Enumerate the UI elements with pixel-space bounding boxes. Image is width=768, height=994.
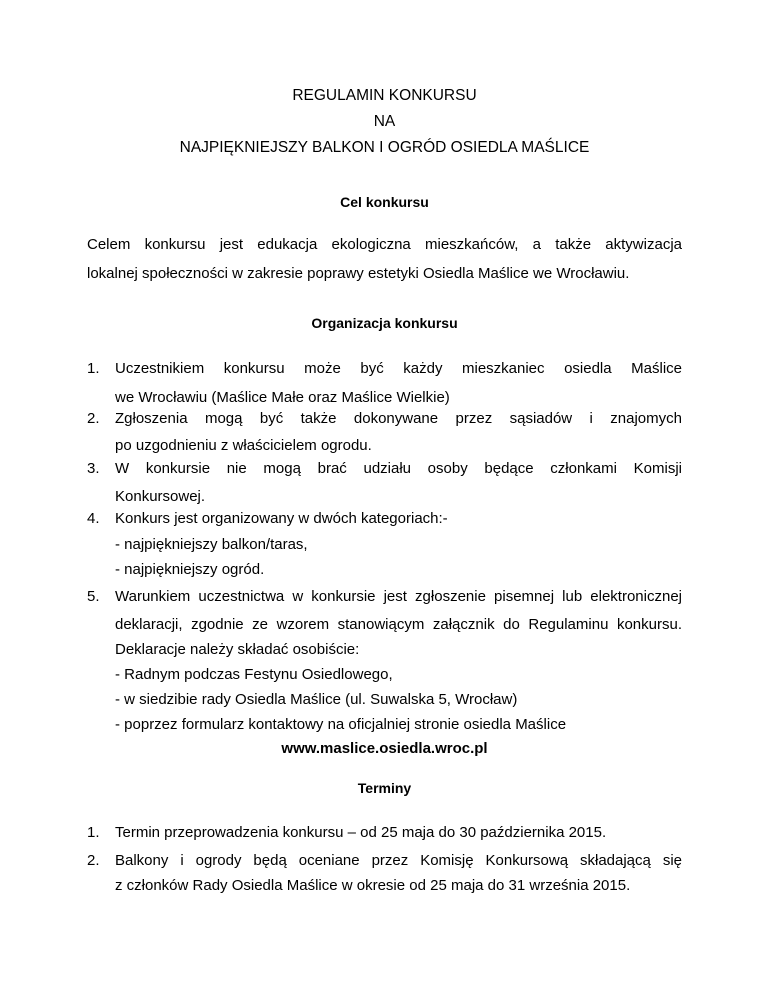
list-item-line: we Wrocławiu (Maślice Małe oraz Maślice Wielkie) [115, 389, 450, 406]
list-item-line: Balkony i ogrody będą oceniane przez Komisję Konkursową składającą się [115, 852, 682, 869]
website-link[interactable]: www.maslice.osiedla.wroc.pl [281, 740, 488, 757]
list-item-line: Konkursowej. [115, 488, 206, 505]
list-item-line: - poprzez formularz kontaktowy na oficjalniej stronie osiedla Maślice [115, 716, 567, 733]
list-number: 1. [87, 360, 100, 377]
section-heading-cel: Cel konkursu [340, 194, 429, 210]
list-item-line: Deklaracje należy składać osobiście: [115, 641, 360, 658]
list-item-line: Termin przeprowadzenia konkursu – od 25 maja do 30 października 2015. [115, 824, 607, 841]
title-line-1: REGULAMIN KONKURSU [292, 87, 477, 104]
section-heading-terminy: Terminy [357, 780, 412, 796]
list-item-line: W konkursie nie mogą brać udziału osoby będące członkami Komisji [115, 460, 682, 477]
cel-line-1: Celem konkursu jest edukacja ekologiczna mieszkańców, a także aktywizacja [87, 236, 682, 253]
list-item-line: Uczestnikiem konkursu może być każdy mieszkaniec osiedla Maślice [115, 360, 682, 377]
list-number: 5. [87, 588, 100, 605]
list-item-line: Zgłoszenia mogą być także dokonywane przez sąsiadów i znajomych [115, 410, 682, 427]
list-item-line: - w siedzibie rady Osiedla Maślice (ul. Suwalska 5, Wrocław) [115, 691, 518, 708]
list-item-line: po uzgodnieniu z właścicielem ogrodu. [115, 437, 372, 454]
title-line-3: NAJPIĘKNIEJSZY BALKON I OGRÓD OSIEDLA MAŚLICE [179, 139, 590, 156]
list-number: 2. [87, 410, 100, 427]
title-line-2: NA [373, 113, 396, 130]
list-number: 4. [87, 510, 100, 527]
list-item-line: deklaracji, zgodnie ze wzorem stanowiącym załącznik do Regulaminu konkursu. [115, 616, 682, 633]
cel-line-2: lokalnej społeczności w zakresie poprawy estetyki Osiedla Maślice we Wrocławiu. [87, 265, 630, 282]
list-number: 1. [87, 824, 100, 841]
section-heading-organizacja: Organizacja konkursu [311, 315, 458, 331]
list-number: 3. [87, 460, 100, 477]
list-item-line: - najpiękniejszy ogród. [115, 561, 265, 578]
list-item-line: Konkurs jest organizowany w dwóch kategoriach:- [115, 510, 448, 527]
list-item-line: z członków Rady Osiedla Maślice w okresie od 25 maja do 31 września 2015. [115, 877, 631, 894]
list-item-line: - najpiękniejszy balkon/taras, [115, 536, 308, 553]
list-item-line: - Radnym podczas Festynu Osiedlowego, [115, 666, 393, 683]
list-number: 2. [87, 852, 100, 869]
list-item-line: Warunkiem uczestnictwa w konkursie jest zgłoszenie pisemnej lub elektronicznej [115, 588, 682, 605]
